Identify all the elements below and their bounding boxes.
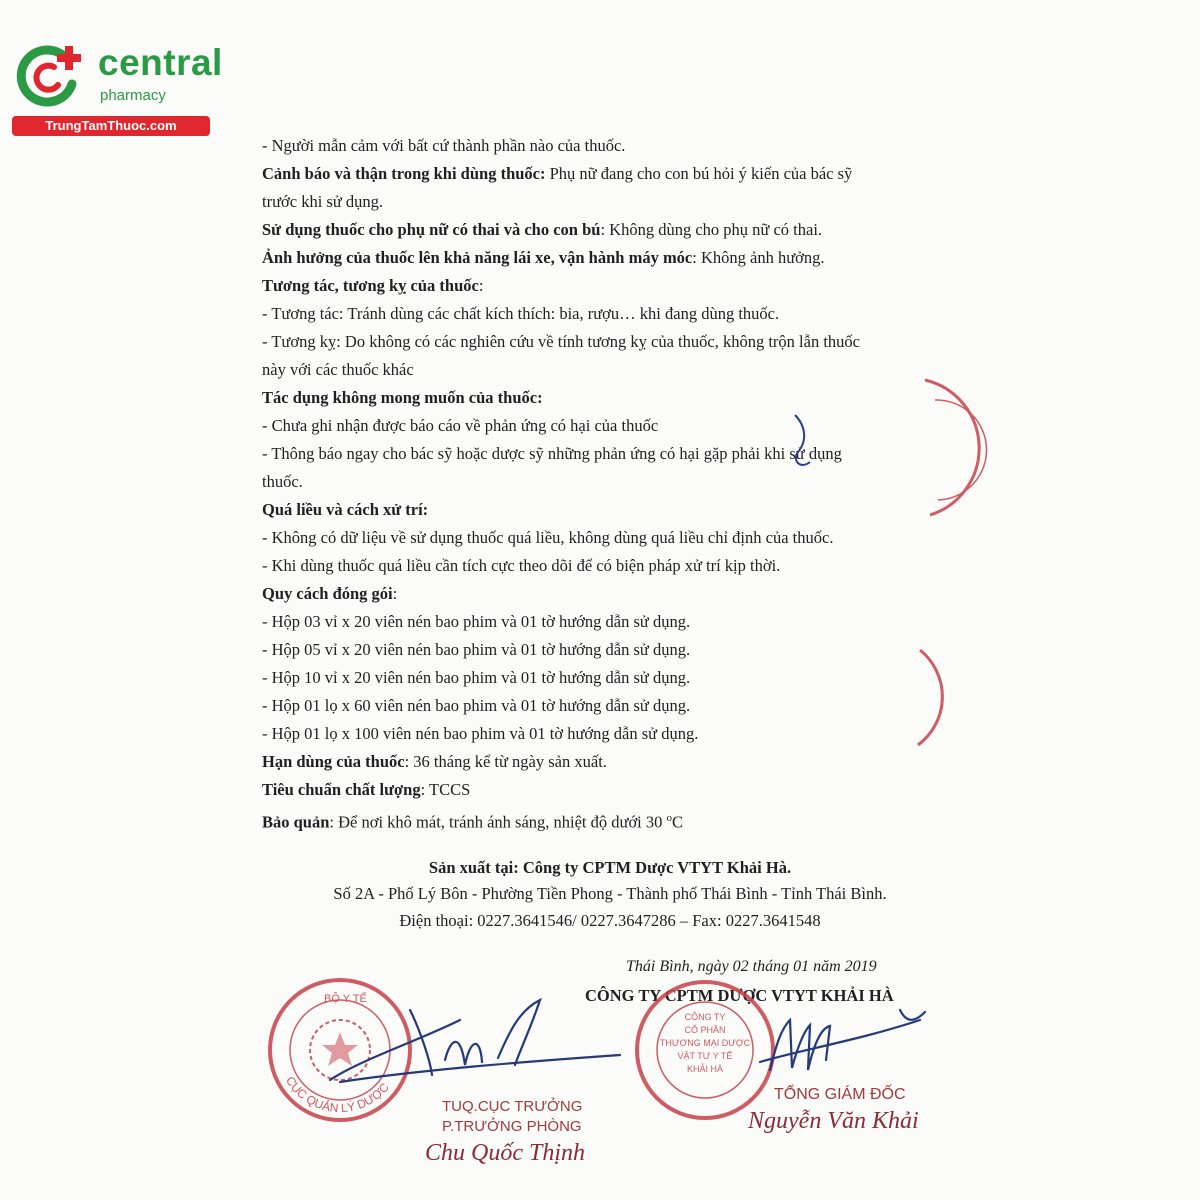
stamp-company-line-1: CÔNG TY — [684, 1012, 726, 1022]
stamp-company-line-3: THƯƠNG MẠI DƯỢC — [659, 1038, 751, 1048]
expiry-label: Hạn dùng của thuốc — [262, 752, 405, 771]
warning-text: Phụ nữ đang cho con bú hỏi ý kiến của bác sỹ — [545, 164, 853, 183]
storage-text: : Để nơi khô mát, tránh ánh sáng, nhiệt độ dưới 30 — [329, 812, 667, 832]
left-signer-name: Chu Quốc Thịnh — [425, 1140, 586, 1166]
document-date: Thái Bình, ngày 02 tháng 01 năm 2019 — [626, 958, 877, 975]
incompatibility-item: - Tương kỵ: Do không có các nghiên cứu về tính tương kỵ của thuốc, không trộn lẫn thuốc — [262, 332, 860, 351]
interaction-item: - Tương tác: Tránh dùng các chất kích thích: bia, rượu… khi đang dùng thuốc. — [262, 304, 780, 323]
contraindication-item: - Người mẫn cảm với bất cứ thành phần nào của thuốc. — [262, 136, 626, 155]
overdose-heading: Quá liều và cách xử trí: — [262, 500, 429, 519]
stamp-company-line-5: KHẢI HÀ — [686, 1064, 724, 1074]
phone-line: Điện thoại: 0227.3641546/ 0227.3647286 – Fax: 0227.3641548 — [399, 911, 821, 930]
storage-label: Bảo quản — [262, 812, 330, 832]
right-signer-title: TỔNG GIÁM ĐỐC — [774, 1086, 906, 1103]
company-seal-stamp — [637, 982, 773, 1118]
adverse-item: - Thông báo ngay cho bác sỹ hoặc dược sỹ những phản ứng có hại gặp phải khi sử dụng — [262, 444, 842, 463]
pregnancy-text: : Không dùng cho phụ nữ có thai. — [600, 220, 823, 239]
warning-label: Cảnh báo và thận trong khi dùng thuốc: — [262, 164, 546, 183]
stamp-company-line-2: CỔ PHẦN — [684, 1025, 726, 1035]
right-signature — [760, 1010, 925, 1070]
logo-site-banner: TrungTamThuoc.com — [12, 116, 210, 136]
packaging-item: - Hộp 05 vỉ x 20 viên nén bao phim và 01 tờ hướng dẫn sử dụng. — [262, 640, 691, 659]
storage-degree: o — [666, 812, 673, 824]
left-signer-title-1: TUQ.CỤC TRƯỞNG — [442, 1098, 583, 1115]
partial-stamp-right-upper — [925, 380, 987, 515]
warning-text-cont: trước khi sử dụng. — [262, 192, 384, 211]
incompatibility-item-cont: này với các thuốc khác — [262, 360, 414, 379]
overdose-item: - Không có dữ liệu về sử dụng thuốc quá liều, không dùng quá liều chỉ định của thuốc. — [262, 528, 834, 547]
logo-sub-text: pharmacy — [100, 87, 166, 104]
overdose-item: - Khi dùng thuốc quá liều cần tích cực theo dõi để có biện pháp xử trí kịp thời. — [262, 556, 781, 575]
stamp-ministry-ring-text: CỤC QUẢN LÝ DƯỢC — [283, 1073, 392, 1116]
packaging-item: - Hộp 01 lọ x 60 viên nén bao phim và 01 tờ hướng dẫn sử dụng. — [262, 696, 691, 715]
adverse-item-cont: thuốc. — [262, 472, 303, 491]
logo-brand-text: central — [98, 42, 223, 83]
pregnancy-label: Sử dụng thuốc cho phụ nữ có thai và cho con bú — [262, 220, 601, 239]
right-signer-name: Nguyễn Văn Khải — [748, 1108, 919, 1134]
stamp-company-line-4: VẬT TƯ Y TẾ — [677, 1051, 733, 1061]
packaging-item: - Hộp 01 lọ x 100 viên nén bao phim và 01 tờ hướng dẫn sử dụng. — [262, 724, 699, 743]
adverse-item: - Chưa ghi nhận được báo cáo về phản ứng có hại của thuốc — [262, 416, 659, 435]
packaging-item: - Hộp 10 vỉ x 20 viên nén bao phim và 01 tờ hướng dẫn sử dụng. — [262, 668, 691, 687]
company-name: CÔNG TY CPTM DƯỢC VTYT KHẢI HÀ — [585, 986, 894, 1005]
driving-text: : Không ảnh hưởng. — [692, 248, 825, 267]
storage-unit: C — [672, 812, 684, 832]
quality-text: : TCCS — [420, 780, 471, 799]
interaction-label: Tương tác, tương kỵ của thuốc — [262, 276, 479, 295]
manufacturer-line: Sản xuất tại: Công ty CPTM Dược VTYT Khải Hà. — [428, 858, 792, 877]
stamp-ministry-text: BỘ Y TẾ — [324, 993, 367, 1005]
interaction-colon: : — [478, 276, 484, 295]
packaging-item: - Hộp 03 vỉ x 20 viên nén bao phim và 01 tờ hướng dẫn sử dụng. — [262, 612, 691, 631]
quality-label: Tiêu chuẩn chất lượng — [262, 780, 421, 799]
pen-mark — [795, 415, 810, 465]
packaging-label: Quy cách đóng gói — [262, 584, 393, 603]
packaging-colon: : — [392, 584, 398, 603]
address-line: Số 2A - Phố Lý Bôn - Phường Tiền Phong - Thành phố Thái Bình - Tỉnh Thái Bình. — [333, 884, 887, 903]
expiry-text: : 36 tháng kể từ ngày sản xuất. — [404, 752, 607, 771]
left-signer-title-2: P.TRƯỞNG PHÒNG — [442, 1118, 582, 1135]
driving-label: Ảnh hưởng của thuốc lên khả năng lái xe, vận hành máy móc — [262, 248, 693, 267]
partial-stamp-right-lower — [918, 650, 942, 745]
adverse-heading: Tác dụng không mong muốn của thuốc: — [262, 388, 543, 407]
